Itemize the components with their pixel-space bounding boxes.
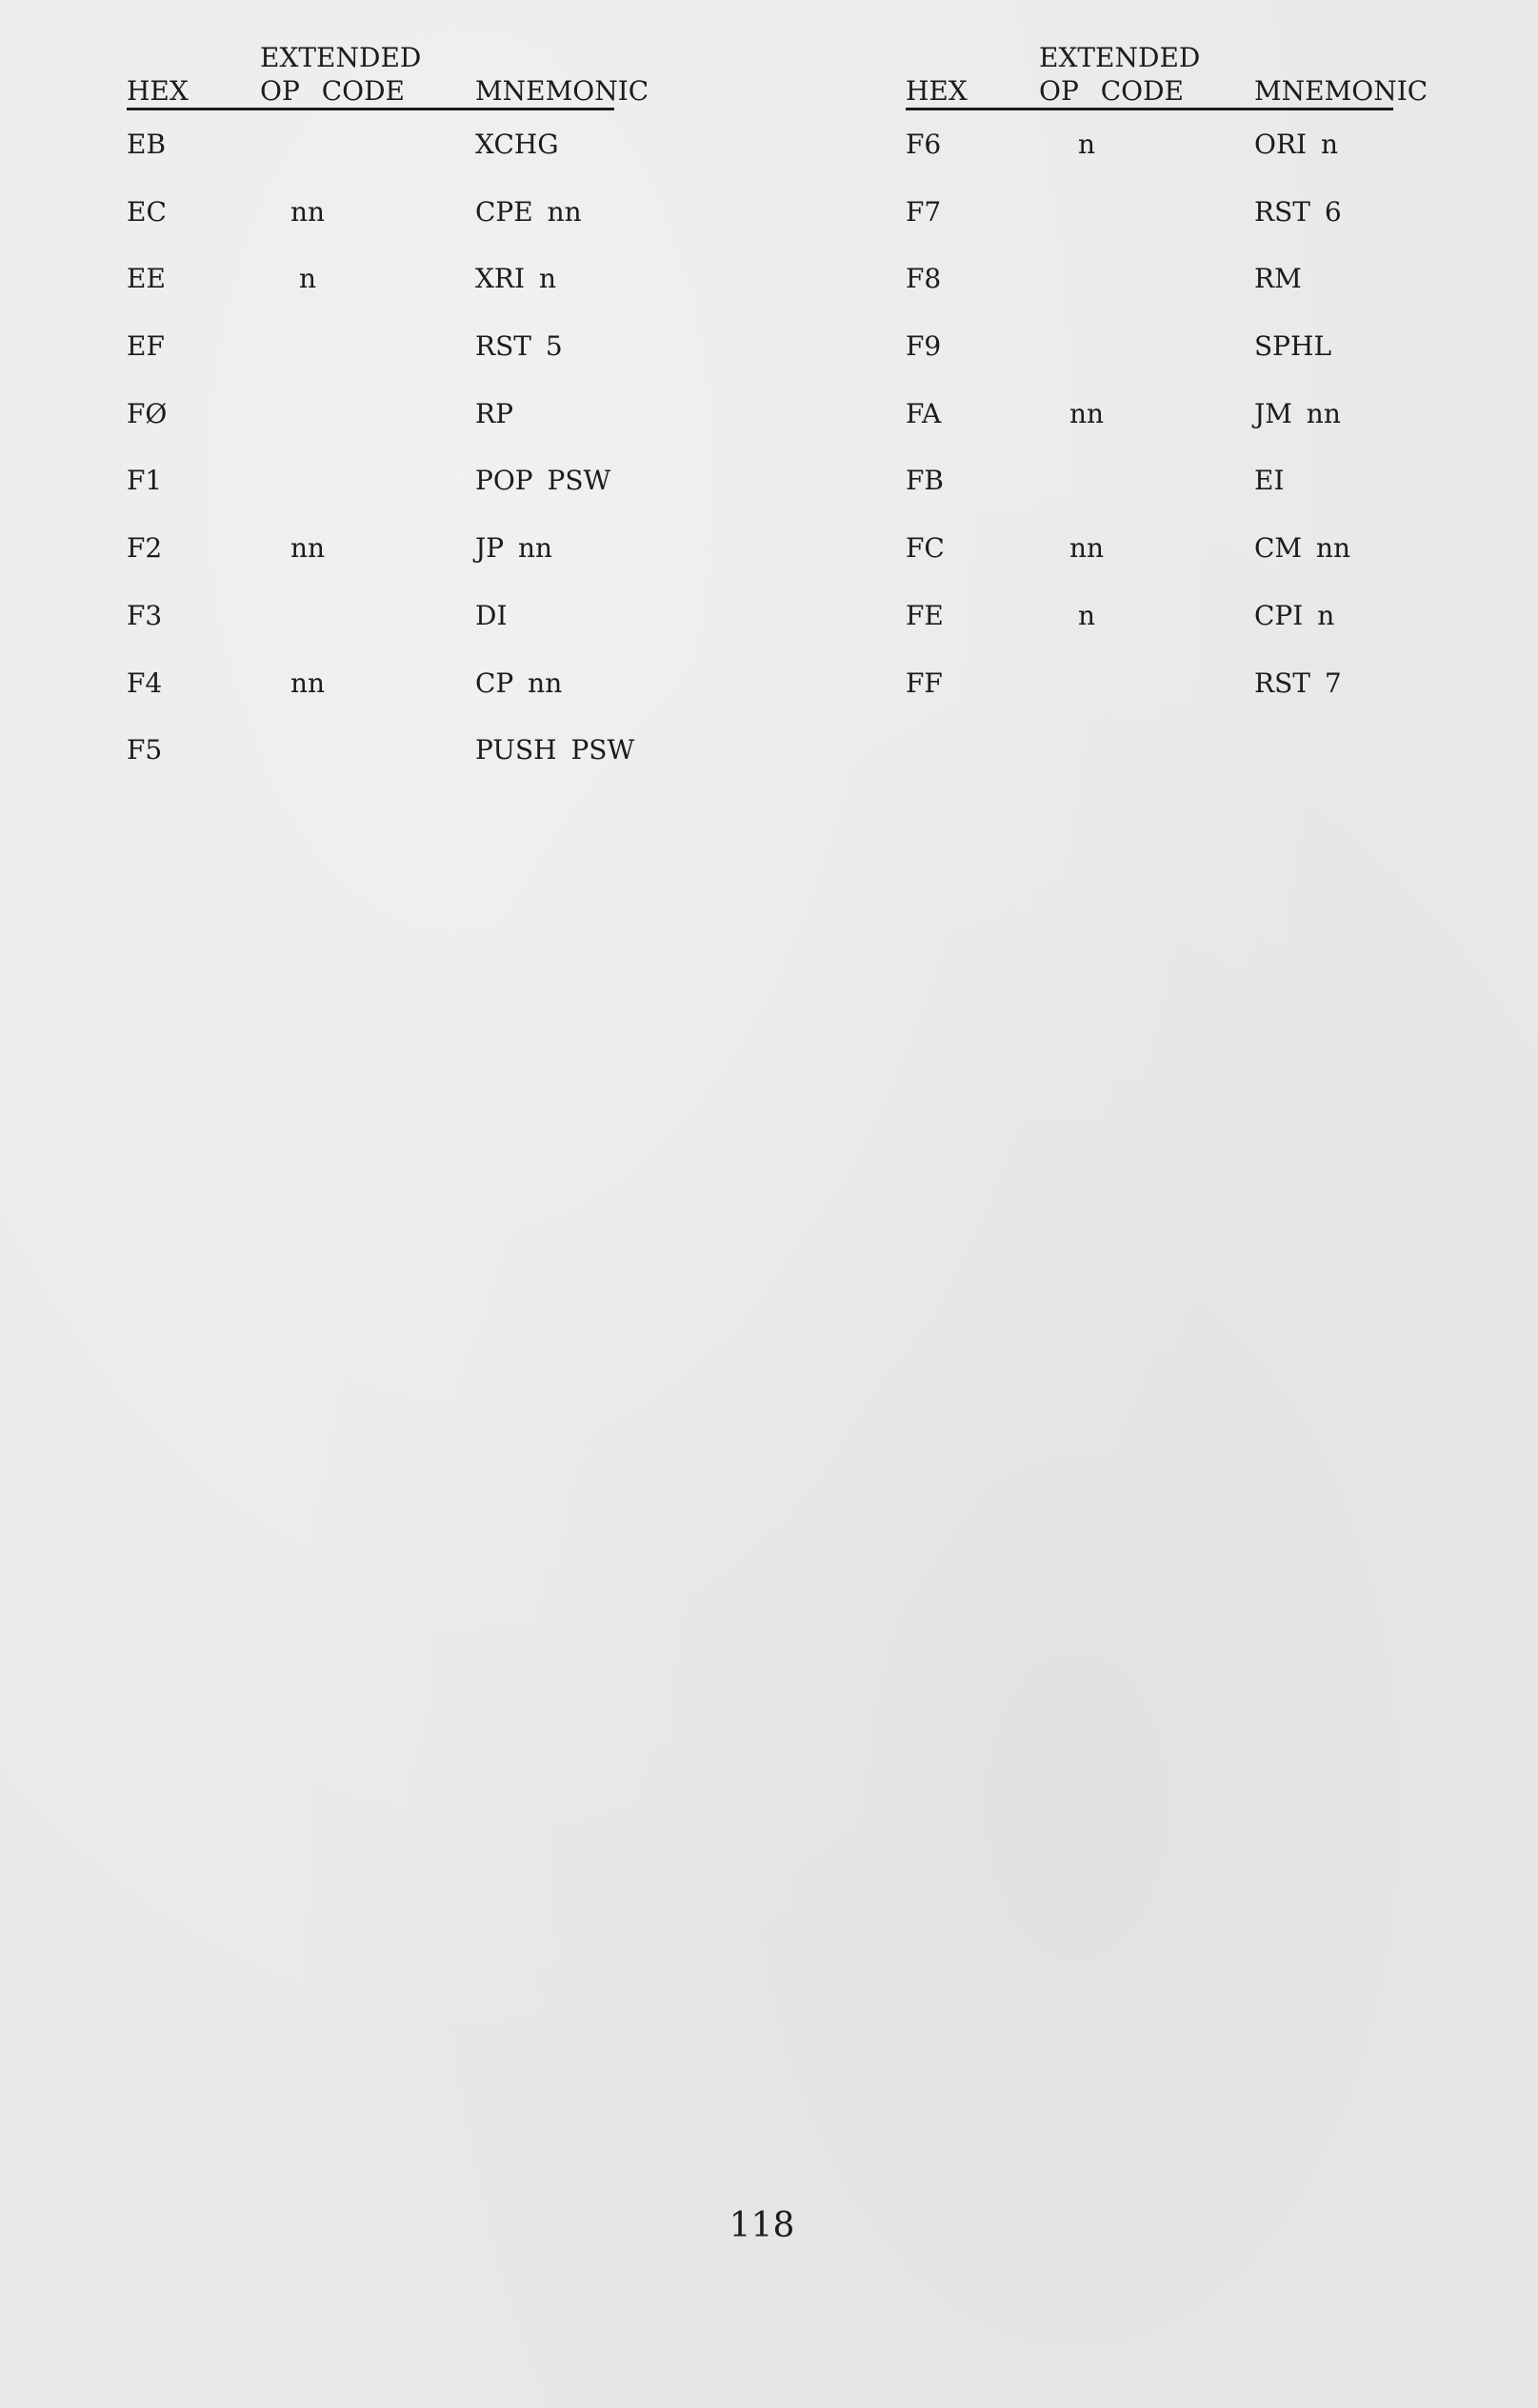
hex-cell: F8 xyxy=(906,263,942,295)
mnemonic-cell: XRI n xyxy=(475,263,557,295)
table-row xyxy=(127,659,617,726)
mnemonic-cell: JP nn xyxy=(475,532,553,565)
mnemonic-cell: SPHL xyxy=(1254,330,1332,363)
mnemonic-cell: CPI n xyxy=(1254,599,1335,631)
hex-cell: F7 xyxy=(906,195,942,228)
table-rows xyxy=(906,120,1396,726)
mnemonic-cell: EI xyxy=(1254,465,1285,497)
header-hex: HEX xyxy=(906,75,968,107)
hex-cell: F3 xyxy=(127,599,163,631)
mnemonic-cell: RM xyxy=(1254,263,1302,295)
hex-cell: FC xyxy=(906,532,945,565)
mnemonic-cell: CP nn xyxy=(475,667,563,699)
mnemonic-cell: JM nn xyxy=(1254,397,1341,429)
hex-cell: FA xyxy=(906,397,942,429)
hex-cell: EF xyxy=(127,330,165,363)
table-row xyxy=(127,389,617,457)
extended-op-code-cell: nn xyxy=(1069,397,1105,429)
extended-op-code-cell: nn xyxy=(290,667,326,699)
table-row xyxy=(127,726,635,793)
header-underline xyxy=(906,108,1393,110)
hex-cell: FB xyxy=(906,465,945,497)
extended-op-code-cell: nn xyxy=(290,532,326,565)
table-row xyxy=(127,188,617,255)
opcode-table-left xyxy=(127,38,649,793)
mnemonic-cell: PUSH PSW xyxy=(475,734,635,766)
mnemonic-cell: CPE nn xyxy=(475,195,582,228)
header-hex: HEX xyxy=(127,75,189,107)
table-row xyxy=(127,524,617,591)
hex-cell: FE xyxy=(906,599,944,631)
header-extended: EXTENDED xyxy=(1039,42,1201,73)
page-number: 118 xyxy=(729,2206,795,2245)
extended-op-code-cell: n xyxy=(298,263,317,295)
hex-cell: FØ xyxy=(127,397,168,429)
opcode-table-right xyxy=(906,38,1428,726)
table-row xyxy=(906,120,1396,188)
table-row xyxy=(906,659,1396,726)
header-mnemonic: MNEMONIC xyxy=(1254,75,1428,107)
header-extended: EXTENDED xyxy=(260,42,422,73)
table-row xyxy=(906,524,1396,591)
hex-cell: F1 xyxy=(127,465,163,497)
hex-cell: EB xyxy=(127,129,167,160)
table-row xyxy=(127,254,617,322)
mnemonic-cell: ORI n xyxy=(1254,129,1339,160)
hex-cell: F4 xyxy=(127,667,163,699)
hex-cell: EC xyxy=(127,195,167,228)
table-row xyxy=(906,456,1396,524)
hex-cell: EE xyxy=(127,263,166,295)
hex-cell: F6 xyxy=(906,129,942,160)
header-op-code: OP CODE xyxy=(260,75,405,107)
table-row xyxy=(906,188,1396,255)
table-rows xyxy=(127,120,635,793)
table-row xyxy=(906,322,1396,389)
mnemonic-cell: RP xyxy=(475,397,513,429)
extended-op-code-cell: n xyxy=(1077,129,1096,160)
table-row xyxy=(127,591,617,659)
header-op-code: OP CODE xyxy=(1039,75,1184,107)
hex-cell: F5 xyxy=(127,734,163,766)
table-row xyxy=(906,389,1396,457)
extended-op-code-cell: nn xyxy=(1069,532,1105,565)
table-header xyxy=(127,38,649,112)
mnemonic-cell: CM nn xyxy=(1254,532,1351,565)
header-mnemonic: MNEMONIC xyxy=(475,75,649,107)
hex-cell: F2 xyxy=(127,532,163,565)
mnemonic-cell: POP PSW xyxy=(475,465,611,497)
hex-cell: FF xyxy=(906,667,943,699)
table-row xyxy=(127,120,617,188)
mnemonic-cell: RST 6 xyxy=(1254,195,1342,228)
mnemonic-cell: RST 5 xyxy=(475,330,563,363)
mnemonic-cell: DI xyxy=(475,599,508,631)
header-underline xyxy=(127,108,614,110)
table-header xyxy=(906,38,1428,112)
table-row xyxy=(906,254,1396,322)
extended-op-code-cell: n xyxy=(1077,599,1096,631)
table-row xyxy=(127,456,617,524)
table-row xyxy=(906,591,1396,659)
mnemonic-cell: RST 7 xyxy=(1254,667,1342,699)
hex-cell: F9 xyxy=(906,330,942,363)
mnemonic-cell: XCHG xyxy=(475,129,559,160)
extended-op-code-cell: nn xyxy=(290,195,326,228)
table-row xyxy=(127,322,617,389)
